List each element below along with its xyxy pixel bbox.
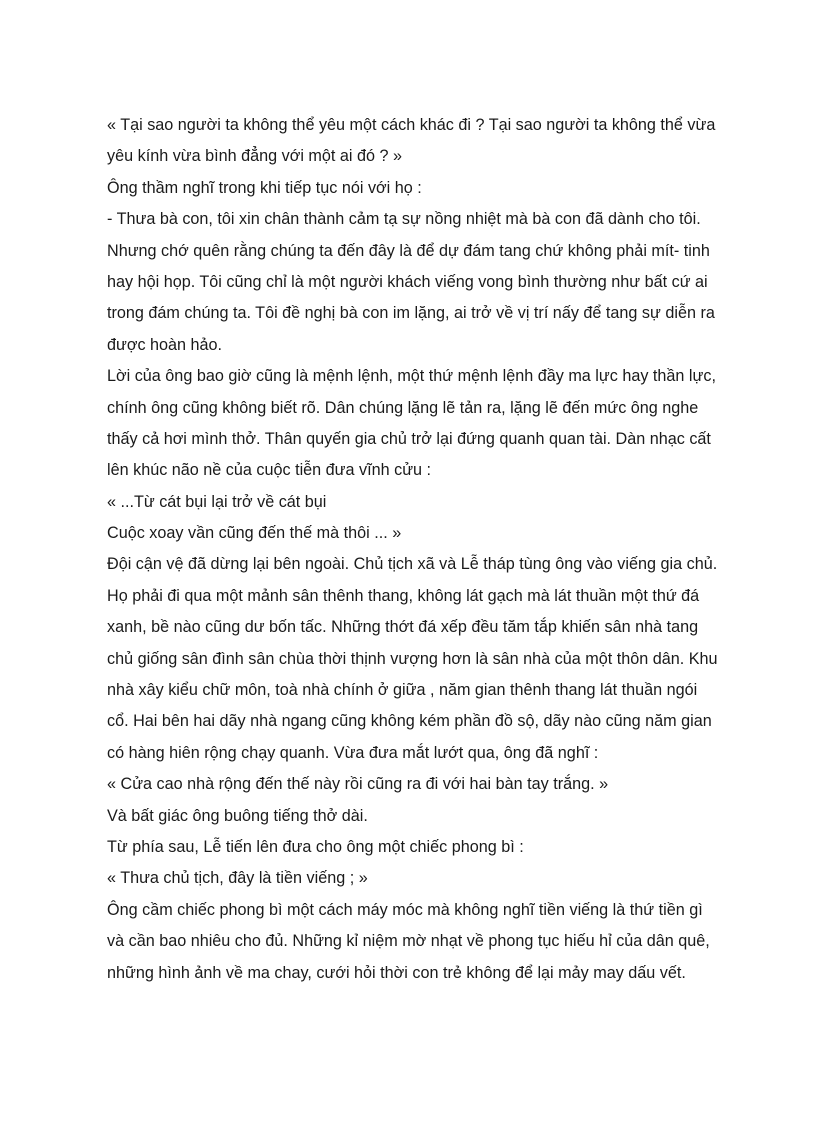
text-line: thấy cả hơi mình thở. Thân quyến gia chủ trở lại đứng quanh quan tài. Dàn nhạc cất [107, 429, 711, 448]
text-line: Và bất giác ông buông tiếng thở dài. [107, 806, 368, 825]
body-text [107, 110, 722, 989]
text-line: Lời của ông bao giờ cũng là mệnh lệnh, một thứ mệnh lệnh đầy ma lực hay thần lực, [107, 367, 716, 386]
text-line: nhà xây kiểu chữ môn, toà nhà chính ở giữa , năm gian thênh thang lát thuần ngói [107, 681, 698, 700]
text-line: những hình ảnh về ma chay, cưới hỏi thời con trẻ không để lại mảy may dấu vết. [107, 963, 686, 982]
text-line: hay hội họp. Tôi cũng chỉ là một người khách viếng vong bình thường như bất cứ ai [107, 272, 708, 291]
text-line: chính ông cũng không biết rõ. Dân chúng lặng lẽ tản ra, lặng lẽ đến mức ông nghe [107, 398, 699, 417]
text-line: cổ. Hai bên hai dãy nhà ngang cũng không kém phần đồ sộ, dãy nào cũng năm gian [107, 712, 712, 731]
text-line: yêu kính vừa bình đẳng với một ai đó ? » [107, 147, 403, 166]
text-line: - Thưa bà con, tôi xin chân thành cảm tạ sự nồng nhiệt mà bà con đã dành cho tôi. [107, 210, 701, 229]
text-line: Từ phía sau, Lễ tiến lên đưa cho ông một chiếc phong bì : [107, 837, 524, 856]
text-line: « Tại sao người ta không thể yêu một cách khác đi ? Tại sao người ta không thể vừa [107, 116, 716, 134]
text-line: có hàng hiên rộng chạy quanh. Vừa đưa mắt lướt qua, ông đã nghĩ : [107, 743, 599, 762]
text-line: Ông thầm nghĩ trong khi tiếp tục nói với họ : [107, 178, 422, 197]
text-line: « Cửa cao nhà rộng đến thế này rồi cũng ra đi với hai bàn tay trắng. » [107, 775, 609, 794]
text-line: Cuộc xoay vần cũng đến thế mà thôi ... » [107, 524, 402, 543]
text-line: « ...Từ cát bụi lại trở về cát bụi [107, 492, 327, 511]
text-line: lên khúc não nề của cuộc tiễn đưa vĩnh cửu : [107, 461, 432, 480]
text-line: Đội cận vệ đã dừng lại bên ngoài. Chủ tịch xã và Lễ tháp tùng ông vào viếng gia chủ. [107, 555, 718, 574]
text-line: « Thưa chủ tịch, đây là tiền viếng ; » [107, 869, 368, 888]
text-line: được hoàn hảo. [107, 335, 223, 354]
text-line: Họ phải đi qua một mảnh sân thênh thang, không lát gạch mà lát thuần một thứ đá [107, 586, 700, 605]
text-line: Ông cầm chiếc phong bì một cách máy móc mà không nghĩ tiền viếng là thứ tiền gì [107, 900, 703, 919]
text-line: chủ giống sân đình sân chùa thời thịnh vượng hơn là sân nhà của một thôn dân. Khu [107, 649, 718, 668]
text-line: xanh, bề nào cũng dư bốn tấc. Những thớt đá xếp đều tăm tắp khiến sân nhà tang [107, 618, 699, 637]
text-line: và cần bao nhiêu cho đủ. Những kỉ niệm mờ nhạt về phong tục hiếu hỉ của dân quê, [107, 932, 710, 951]
text-line: Nhưng chớ quên rằng chúng ta đến đây là để dự đám tang chứ không phải mít- tinh [107, 241, 710, 260]
text-line: trong đám chúng ta. Tôi đề nghị bà con im lặng, ai trở về vị trí nấy để tang sự diễn ra [107, 304, 715, 323]
